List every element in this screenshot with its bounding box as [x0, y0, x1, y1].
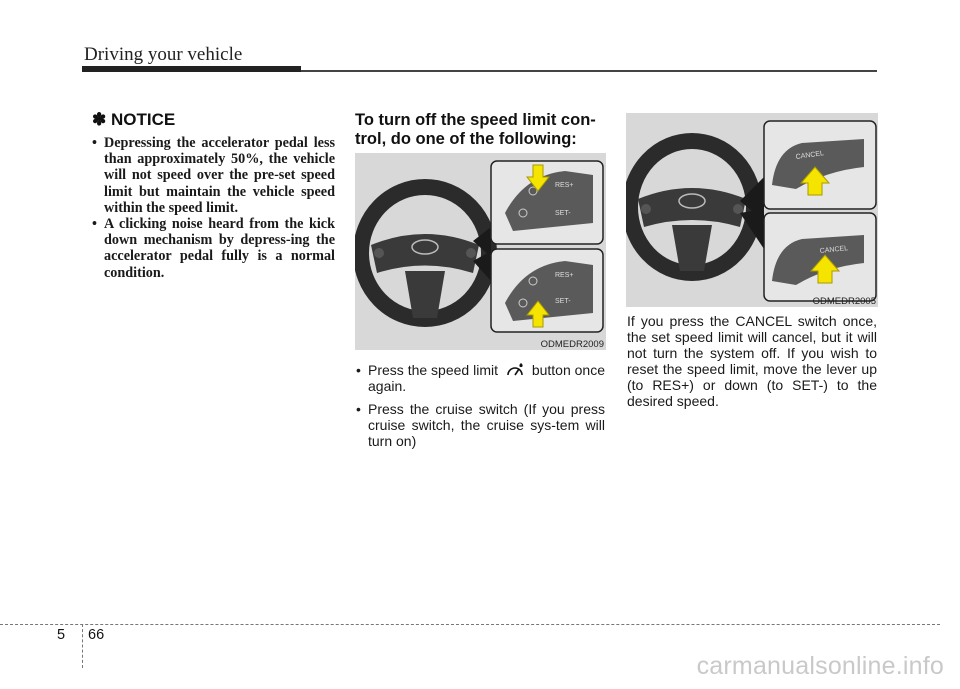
- section-number: 5: [57, 627, 66, 643]
- footer-rule: [0, 624, 940, 625]
- res-label-lower: RES+: [555, 272, 574, 279]
- cancel-label-upper: CANCEL: [795, 150, 825, 161]
- figure-caption: ODMEDR2005: [812, 296, 876, 307]
- steering-wheel-illustration: [355, 153, 606, 350]
- notice-item: • Depressing the accelerator pedal less than approximately 50%, the vehicle will not speed over the pre-set speed limit but maintain the vehicle speed within the speed limit.: [92, 135, 335, 216]
- cancel-switch-figure: [626, 113, 878, 307]
- cancel-paragraph: If you press the CANCEL switch once, the set speed limit will cancel, but it will not turn the system off. If you wish to reset the speed limit, move the lever up (to RES+) or down (to SET-) to the desired speed.: [627, 313, 877, 409]
- speed-limit-icon: [505, 363, 525, 377]
- header-bar: [82, 66, 301, 72]
- steering-wheel-figure: [355, 153, 606, 350]
- option-text-before: Press the speed limit: [368, 362, 498, 378]
- set-label: SET-: [555, 210, 571, 217]
- notice-title: ✽ NOTICE: [92, 110, 176, 129]
- footer-divider: [82, 624, 83, 668]
- turn-off-options: [355, 362, 605, 456]
- header-title: Driving your vehicle: [84, 44, 243, 65]
- header-rule: [301, 70, 877, 72]
- option-text-after: button once again.: [368, 362, 605, 394]
- set-label-lower: SET-: [555, 298, 571, 305]
- section-heading: To turn off the speed limit con-trol, do one of the following:: [355, 111, 596, 148]
- option-cruise-switch: • Press the cruise switch (If you press cruise switch, the cruise sys-tem will turn on): [355, 401, 605, 449]
- cancel-switch-illustration: [626, 113, 878, 307]
- figure-caption: ODMEDR2009: [540, 339, 604, 350]
- notice-item: • A clicking noise heard from the kick down mechanism by depress-ing the accelerator pedal fully is a normal condition.: [92, 216, 335, 281]
- cancel-label-lower: CANCEL: [819, 245, 849, 255]
- watermark: carmanualsonline.info: [696, 652, 944, 680]
- page-number: 66: [88, 627, 105, 643]
- notice-list: [92, 135, 335, 281]
- option-speed-limit-button: [355, 362, 605, 394]
- res-label: RES+: [555, 182, 574, 189]
